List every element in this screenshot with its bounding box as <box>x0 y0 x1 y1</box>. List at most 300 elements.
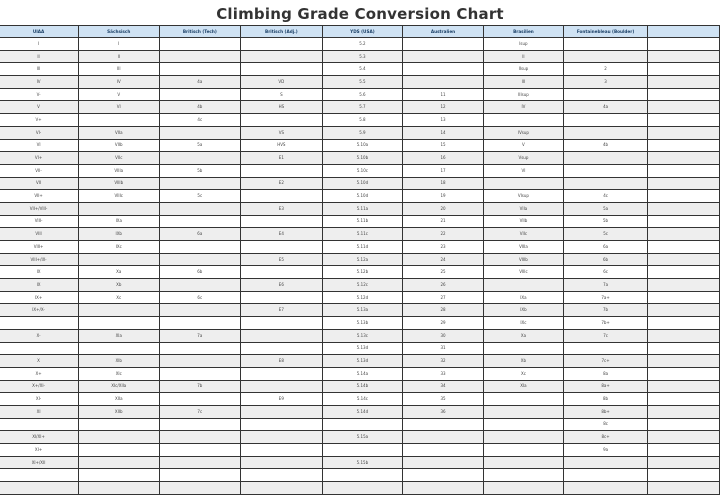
table-cell <box>159 241 241 254</box>
table-row <box>0 126 720 139</box>
table-cell <box>159 418 241 431</box>
table-cell: XIa <box>79 329 160 342</box>
table-cell: 5.13b <box>322 317 403 330</box>
table-cell <box>241 114 322 127</box>
table-cell: 7b+ <box>564 317 648 330</box>
table-cell <box>648 418 720 431</box>
table-cell: 34 <box>403 380 484 393</box>
table-cell <box>241 38 322 51</box>
table-cell: 5.14d <box>322 405 403 418</box>
table-cell: IV <box>483 101 563 114</box>
table-cell: VIsup <box>483 190 563 203</box>
table-cell: 30 <box>403 329 484 342</box>
table-cell <box>79 456 160 469</box>
table-row <box>0 444 720 457</box>
table-cell: IX <box>0 266 79 279</box>
table-cell: 5.12b <box>322 266 403 279</box>
table-cell <box>564 38 648 51</box>
table-cell <box>79 444 160 457</box>
table-cell: 15 <box>403 139 484 152</box>
table-cell <box>648 190 720 203</box>
column-header: Britisch (Adj.) <box>241 26 322 38</box>
table-row <box>0 355 720 368</box>
table-cell: IXb <box>79 228 160 241</box>
table-cell <box>241 482 322 495</box>
table-row <box>0 418 720 431</box>
table-cell: 5.12c <box>322 279 403 292</box>
table-cell: 4c <box>159 114 241 127</box>
table-row <box>0 469 720 482</box>
table-cell <box>241 329 322 342</box>
table-cell <box>79 202 160 215</box>
table-cell: VIIIc <box>483 266 563 279</box>
table-cell: XI- <box>0 393 79 406</box>
table-cell: 5.15b <box>322 456 403 469</box>
table-cell: XIb <box>79 355 160 368</box>
table-cell <box>564 88 648 101</box>
table-cell: VIIIc <box>79 190 160 203</box>
table-cell: E3 <box>241 202 322 215</box>
table-cell: XIIb <box>79 405 160 418</box>
table-cell: 5c <box>564 228 648 241</box>
table-cell <box>241 380 322 393</box>
table-cell: VI <box>0 139 79 152</box>
table-cell: VIII <box>0 228 79 241</box>
table-cell <box>564 50 648 63</box>
table-cell: 4b <box>159 101 241 114</box>
column-header: UIAA <box>0 26 79 38</box>
table-cell: IXc <box>483 317 563 330</box>
table-row <box>0 279 720 292</box>
table-cell <box>241 431 322 444</box>
table-cell <box>648 393 720 406</box>
table-cell: 7c <box>564 329 648 342</box>
table-cell: 25 <box>403 266 484 279</box>
table-cell: 2 <box>564 63 648 76</box>
table-cell: VIIc <box>483 228 563 241</box>
table-cell: 5.11a <box>322 202 403 215</box>
table-cell: II <box>79 50 160 63</box>
table-cell: VI- <box>0 126 79 139</box>
table-cell: 13 <box>403 114 484 127</box>
table-cell: E1 <box>241 152 322 165</box>
table-cell: II <box>483 50 563 63</box>
table-cell: XI <box>0 405 79 418</box>
table-row <box>0 380 720 393</box>
table-cell: IX+/X- <box>0 304 79 317</box>
table-cell: 6c <box>564 266 648 279</box>
table-cell <box>159 88 241 101</box>
table-row <box>0 50 720 63</box>
table-cell <box>483 431 563 444</box>
table-cell: E9 <box>241 393 322 406</box>
table-cell: VIIa <box>483 202 563 215</box>
column-header: Brasilien <box>483 26 563 38</box>
table-cell: XI+ <box>0 444 79 457</box>
table-cell: IVsup <box>483 126 563 139</box>
table-cell <box>79 114 160 127</box>
table-cell <box>648 50 720 63</box>
table-cell: VS <box>241 126 322 139</box>
table-cell: 20 <box>403 202 484 215</box>
table-row <box>0 304 720 317</box>
table-cell: X+/XI- <box>0 380 79 393</box>
table-row <box>0 38 720 51</box>
table-cell <box>648 139 720 152</box>
table-cell: 17 <box>403 164 484 177</box>
table-cell <box>241 342 322 355</box>
table-cell: 5c <box>159 190 241 203</box>
table-cell <box>483 482 563 495</box>
table-cell: HVS <box>241 139 322 152</box>
table-row <box>0 76 720 89</box>
table-cell <box>79 431 160 444</box>
table-cell: VII+/VIII- <box>0 202 79 215</box>
table-row <box>0 291 720 304</box>
table-cell <box>648 63 720 76</box>
table-cell <box>159 393 241 406</box>
table-cell: 6a <box>159 228 241 241</box>
table-cell <box>241 469 322 482</box>
table-cell: 5b <box>564 215 648 228</box>
table-cell: VIII- <box>0 215 79 228</box>
table-cell: VIIb <box>483 215 563 228</box>
table-cell: VIIIa <box>483 241 563 254</box>
table-cell: IXa <box>483 291 563 304</box>
table-cell <box>0 418 79 431</box>
table-cell <box>159 215 241 228</box>
table-cell: 7b <box>159 380 241 393</box>
table-body <box>0 38 720 495</box>
table-cell: 8b <box>564 393 648 406</box>
table-cell <box>322 418 403 431</box>
table-cell: 32 <box>403 355 484 368</box>
table-cell <box>564 114 648 127</box>
table-row <box>0 228 720 241</box>
table-cell: 21 <box>403 215 484 228</box>
table-cell: 5.13d <box>322 342 403 355</box>
table-cell: XIa <box>483 380 563 393</box>
table-cell <box>403 418 484 431</box>
table-cell: 16 <box>403 152 484 165</box>
table-cell: Xc <box>79 291 160 304</box>
table-cell: Vsup <box>483 152 563 165</box>
table-cell: Xb <box>483 355 563 368</box>
table-cell: VII- <box>0 164 79 177</box>
table-cell <box>241 456 322 469</box>
table-cell <box>159 38 241 51</box>
table-cell <box>564 126 648 139</box>
table-cell <box>648 164 720 177</box>
table-cell <box>241 50 322 63</box>
table-cell: 5.8 <box>322 114 403 127</box>
table-cell: VD <box>241 76 322 89</box>
table-cell <box>159 482 241 495</box>
table-cell <box>648 355 720 368</box>
table-cell: 24 <box>403 253 484 266</box>
table-cell <box>79 304 160 317</box>
table-cell: 27 <box>403 291 484 304</box>
table-cell: 5b <box>159 164 241 177</box>
table-cell: V <box>483 139 563 152</box>
table-row <box>0 393 720 406</box>
table-cell <box>241 367 322 380</box>
table-cell <box>648 114 720 127</box>
table-cell <box>648 304 720 317</box>
table-row <box>0 317 720 330</box>
table-cell: 5.10b <box>322 152 403 165</box>
table-cell <box>159 355 241 368</box>
table-cell: 4a <box>159 76 241 89</box>
table-cell: 7c <box>159 405 241 418</box>
table-cell: 7a+ <box>564 291 648 304</box>
table-row <box>0 202 720 215</box>
table-cell <box>159 342 241 355</box>
table-cell <box>79 418 160 431</box>
table-cell <box>483 405 563 418</box>
table-cell <box>0 342 79 355</box>
table-cell: X- <box>0 329 79 342</box>
table-row <box>0 164 720 177</box>
table-cell <box>648 342 720 355</box>
table-cell: E4 <box>241 228 322 241</box>
table-cell <box>159 317 241 330</box>
table-cell: IIsup <box>483 63 563 76</box>
table-cell: VIIIa <box>79 164 160 177</box>
table-cell <box>241 63 322 76</box>
table-cell: 5.10d <box>322 190 403 203</box>
table-header-row <box>0 26 720 38</box>
table-cell <box>403 50 484 63</box>
table-cell: IV <box>0 76 79 89</box>
column-header: Australien <box>403 26 484 38</box>
table-cell <box>564 152 648 165</box>
table-row <box>0 215 720 228</box>
column-header: YDS (USA) <box>322 26 403 38</box>
table-cell <box>403 456 484 469</box>
table-cell <box>403 431 484 444</box>
table-cell: IXc <box>79 241 160 254</box>
table-cell: 5.14a <box>322 367 403 380</box>
table-cell <box>159 444 241 457</box>
table-cell <box>648 431 720 444</box>
table-cell: 33 <box>403 367 484 380</box>
table-cell <box>483 418 563 431</box>
table-cell: 5.15a <box>322 431 403 444</box>
table-cell <box>159 253 241 266</box>
table-cell <box>79 342 160 355</box>
table-row <box>0 405 720 418</box>
table-cell <box>79 469 160 482</box>
table-cell: 5.12d <box>322 291 403 304</box>
table-cell <box>241 405 322 418</box>
table-cell <box>648 367 720 380</box>
table-cell: 8c <box>564 418 648 431</box>
table-cell <box>648 76 720 89</box>
table-row <box>0 342 720 355</box>
table-cell: III <box>79 63 160 76</box>
table-cell: 9a <box>564 444 648 457</box>
table-row <box>0 456 720 469</box>
table-cell <box>564 456 648 469</box>
table-cell <box>159 126 241 139</box>
table-cell <box>648 88 720 101</box>
table-cell: 5.11d <box>322 241 403 254</box>
table-cell: 5.4 <box>322 63 403 76</box>
table-cell <box>0 482 79 495</box>
table-cell: 12 <box>403 101 484 114</box>
table-cell: XIIa <box>79 393 160 406</box>
table-cell: VI <box>483 164 563 177</box>
table-cell: 14 <box>403 126 484 139</box>
table-cell <box>403 38 484 51</box>
table-row <box>0 266 720 279</box>
table-cell: 8b+ <box>564 405 648 418</box>
table-cell <box>648 241 720 254</box>
table-cell <box>403 482 484 495</box>
table-cell: 6b <box>564 253 648 266</box>
table-cell <box>483 444 563 457</box>
table-cell <box>79 317 160 330</box>
table-cell: 4a <box>564 101 648 114</box>
table-cell: 6c <box>159 291 241 304</box>
table-cell: VIII+/IX- <box>0 253 79 266</box>
table-cell: 36 <box>403 405 484 418</box>
table-cell: E2 <box>241 177 322 190</box>
table-cell: 22 <box>403 228 484 241</box>
table-cell <box>648 202 720 215</box>
table-cell <box>648 177 720 190</box>
table-cell: IXb <box>483 304 563 317</box>
table-cell: 5.9 <box>322 126 403 139</box>
table-cell: Xc <box>483 367 563 380</box>
table-cell: 8a <box>564 367 648 380</box>
table-cell <box>241 418 322 431</box>
table-cell <box>648 152 720 165</box>
table-cell: 5.10c <box>322 164 403 177</box>
table-cell <box>159 304 241 317</box>
table-cell: 8a+ <box>564 380 648 393</box>
table-cell <box>648 456 720 469</box>
table-cell <box>79 253 160 266</box>
table-row <box>0 63 720 76</box>
table-cell: Isup <box>483 38 563 51</box>
table-cell: 7c+ <box>564 355 648 368</box>
table-cell: VIIIb <box>79 177 160 190</box>
table-cell <box>648 101 720 114</box>
table-cell: 5.12a <box>322 253 403 266</box>
table-cell: 5.5 <box>322 76 403 89</box>
table-row <box>0 241 720 254</box>
table-cell: X <box>0 355 79 368</box>
table-row <box>0 152 720 165</box>
table-cell <box>159 469 241 482</box>
table-cell <box>241 190 322 203</box>
table-cell <box>648 253 720 266</box>
table-row <box>0 101 720 114</box>
table-cell <box>648 329 720 342</box>
table-cell: VI <box>79 101 160 114</box>
table-cell: 26 <box>403 279 484 292</box>
table-cell <box>648 279 720 292</box>
table-cell: 18 <box>403 177 484 190</box>
table-cell <box>564 177 648 190</box>
table-cell: Xa <box>79 266 160 279</box>
table-cell <box>483 456 563 469</box>
table-cell <box>483 393 563 406</box>
table-cell <box>483 279 563 292</box>
table-cell <box>0 317 79 330</box>
table-cell: 5.10a <box>322 139 403 152</box>
table-cell <box>241 444 322 457</box>
table-cell: 5.13d <box>322 355 403 368</box>
table-cell <box>403 63 484 76</box>
table-cell: XI+/XII <box>0 456 79 469</box>
table-cell <box>159 177 241 190</box>
table-cell: XIc/XIIa <box>79 380 160 393</box>
table-cell: 7b <box>564 304 648 317</box>
table-cell <box>648 317 720 330</box>
table-cell <box>648 38 720 51</box>
table-cell <box>241 241 322 254</box>
table-cell <box>241 266 322 279</box>
table-cell: E6 <box>241 279 322 292</box>
table-cell: 5.11b <box>322 215 403 228</box>
table-cell <box>403 444 484 457</box>
table-row <box>0 139 720 152</box>
table-cell: 19 <box>403 190 484 203</box>
table-cell: 5.10d <box>322 177 403 190</box>
table-cell: XI/XI+ <box>0 431 79 444</box>
table-row <box>0 253 720 266</box>
table-cell: VIII+ <box>0 241 79 254</box>
table-cell <box>483 469 563 482</box>
table-cell: VIIIb <box>483 253 563 266</box>
table-cell: 7a <box>159 329 241 342</box>
table-cell: VIIc <box>79 152 160 165</box>
page-title: Climbing Grade Conversion Chart <box>216 5 504 23</box>
table-row <box>0 482 720 495</box>
column-header <box>648 26 720 38</box>
table-cell <box>241 164 322 177</box>
table-cell: V- <box>0 88 79 101</box>
table-cell: X+ <box>0 367 79 380</box>
table-cell <box>159 279 241 292</box>
table-cell <box>564 469 648 482</box>
table-cell: VIIb <box>79 139 160 152</box>
table-cell: 23 <box>403 241 484 254</box>
table-cell: S <box>241 88 322 101</box>
table-cell <box>159 456 241 469</box>
table-cell: Xa <box>483 329 563 342</box>
table-cell: I <box>0 38 79 51</box>
table-cell <box>564 342 648 355</box>
table-cell: VII+ <box>0 190 79 203</box>
table-cell: 29 <box>403 317 484 330</box>
table-cell: E8 <box>241 355 322 368</box>
table-row <box>0 431 720 444</box>
table-cell: V <box>0 101 79 114</box>
table-cell <box>483 342 563 355</box>
table-cell <box>648 482 720 495</box>
table-cell: VIIa <box>79 126 160 139</box>
table-cell: IX <box>0 279 79 292</box>
table-cell: E5 <box>241 253 322 266</box>
table-cell <box>159 202 241 215</box>
table-cell <box>648 444 720 457</box>
table-cell: VI+ <box>0 152 79 165</box>
table-cell <box>648 380 720 393</box>
